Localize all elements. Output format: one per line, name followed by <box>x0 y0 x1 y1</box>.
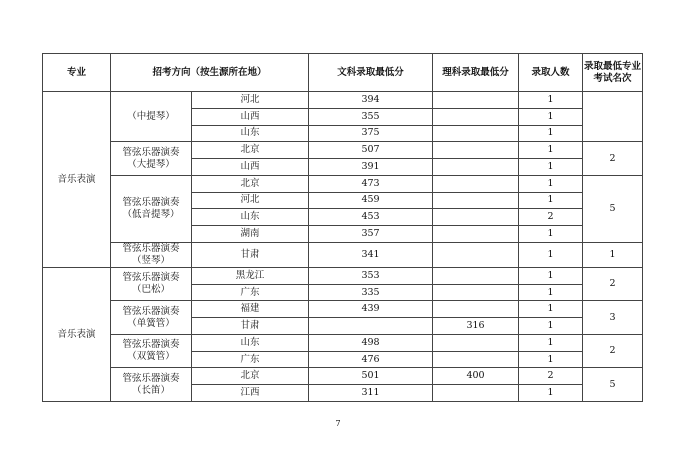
lit-score-cell: 473 <box>309 175 433 192</box>
header-row <box>43 54 643 92</box>
header-sci-min: 理科录取最低分 <box>433 54 519 92</box>
sci-score-cell <box>433 301 519 318</box>
rank-cell: 5 <box>583 175 643 242</box>
province-cell: 广东 <box>192 284 309 301</box>
lit-score-cell: 453 <box>309 209 433 226</box>
sci-score-cell <box>433 209 519 226</box>
header-direction: 招考方向（按生源所在地） <box>111 54 309 92</box>
table-row <box>43 368 643 385</box>
lit-score-cell: 375 <box>309 125 433 142</box>
count-cell: 1 <box>519 125 583 142</box>
direction-cell: 管弦乐器演奏 （竖琴） <box>111 242 192 267</box>
province-cell: 甘肃 <box>192 318 309 335</box>
province-cell: 甘肃 <box>192 242 309 267</box>
rank-cell <box>583 92 643 142</box>
lit-score-cell: 439 <box>309 301 433 318</box>
province-cell: 北京 <box>192 175 309 192</box>
sci-score-cell <box>433 226 519 243</box>
sci-score-cell <box>433 334 519 351</box>
count-cell: 1 <box>519 334 583 351</box>
province-cell: 江西 <box>192 385 309 402</box>
province-cell: 河北 <box>192 192 309 209</box>
table-row <box>43 142 643 159</box>
province-cell: 湖南 <box>192 226 309 243</box>
sci-score-cell <box>433 242 519 267</box>
table-row <box>43 242 643 267</box>
table-row <box>43 92 643 109</box>
lit-score-cell: 335 <box>309 284 433 301</box>
province-cell: 北京 <box>192 142 309 159</box>
count-cell: 2 <box>519 209 583 226</box>
sci-score-cell <box>433 284 519 301</box>
sci-score-cell <box>433 175 519 192</box>
sci-score-cell: 400 <box>433 368 519 385</box>
table-row <box>43 175 643 192</box>
rank-cell: 5 <box>583 368 643 402</box>
header-count: 录取人数 <box>519 54 583 92</box>
province-cell: 河北 <box>192 92 309 109</box>
province-cell: 山西 <box>192 159 309 176</box>
province-cell: 山东 <box>192 209 309 226</box>
province-cell: 山东 <box>192 334 309 351</box>
table-body <box>43 92 643 402</box>
table-row <box>43 334 643 351</box>
lit-score-cell: 501 <box>309 368 433 385</box>
province-cell: 北京 <box>192 368 309 385</box>
count-cell: 2 <box>519 368 583 385</box>
count-cell: 1 <box>519 284 583 301</box>
rank-cell: 2 <box>583 334 643 368</box>
direction-cell: 管弦乐器演奏 （低音提琴） <box>111 175 192 242</box>
page-number: 7 <box>335 419 341 428</box>
count-cell: 1 <box>519 242 583 267</box>
lit-score-cell: 507 <box>309 142 433 159</box>
sci-score-cell <box>433 92 519 109</box>
sci-score-cell <box>433 142 519 159</box>
count-cell: 1 <box>519 301 583 318</box>
province-cell: 山西 <box>192 108 309 125</box>
lit-score-cell: 353 <box>309 267 433 284</box>
sci-score-cell <box>433 192 519 209</box>
count-cell: 1 <box>519 142 583 159</box>
table-row <box>43 301 643 318</box>
lit-score-cell: 357 <box>309 226 433 243</box>
lit-score-cell: 394 <box>309 92 433 109</box>
count-cell: 1 <box>519 159 583 176</box>
major-cell: 音乐表演 <box>43 267 111 401</box>
lit-score-cell: 311 <box>309 385 433 402</box>
direction-cell: 管弦乐器演奏 （双簧管） <box>111 334 192 368</box>
count-cell: 1 <box>519 385 583 402</box>
header-rank: 录取最低专业 考试名次 <box>583 54 643 92</box>
province-cell: 黑龙江 <box>192 267 309 284</box>
header-lit-min: 文科录取最低分 <box>309 54 433 92</box>
lit-score-cell: 498 <box>309 334 433 351</box>
rank-cell: 1 <box>583 242 643 267</box>
table-row <box>43 267 643 284</box>
count-cell: 1 <box>519 267 583 284</box>
count-cell: 1 <box>519 226 583 243</box>
direction-cell: 管弦乐器演奏 （大提琴） <box>111 142 192 176</box>
lit-score-cell: 391 <box>309 159 433 176</box>
count-cell: 1 <box>519 92 583 109</box>
sci-score-cell <box>433 385 519 402</box>
sci-score-cell <box>433 125 519 142</box>
sci-score-cell <box>433 351 519 368</box>
lit-score-cell: 341 <box>309 242 433 267</box>
direction-cell: 管弦乐器演奏 （单簧管） <box>111 301 192 335</box>
sci-score-cell: 316 <box>433 318 519 335</box>
lit-score-cell: 355 <box>309 108 433 125</box>
sci-score-cell <box>433 159 519 176</box>
rank-cell: 3 <box>583 301 643 335</box>
lit-score-cell: 476 <box>309 351 433 368</box>
direction-cell: 管弦乐器演奏 （长笛） <box>111 368 192 402</box>
count-cell: 1 <box>519 192 583 209</box>
direction-cell: （中提琴） <box>111 92 192 142</box>
count-cell: 1 <box>519 318 583 335</box>
count-cell: 1 <box>519 175 583 192</box>
lit-score-cell: 459 <box>309 192 433 209</box>
province-cell: 广东 <box>192 351 309 368</box>
sci-score-cell <box>433 267 519 284</box>
direction-cell: 管弦乐器演奏 （巴松） <box>111 267 192 301</box>
count-cell: 1 <box>519 351 583 368</box>
rank-cell: 2 <box>583 267 643 301</box>
count-cell: 1 <box>519 108 583 125</box>
header-major: 专业 <box>43 54 111 92</box>
major-cell: 音乐表演 <box>43 92 111 268</box>
province-cell: 福建 <box>192 301 309 318</box>
sci-score-cell <box>433 108 519 125</box>
lit-score-cell <box>309 318 433 335</box>
province-cell: 山东 <box>192 125 309 142</box>
admission-table <box>42 53 643 402</box>
rank-cell: 2 <box>583 142 643 176</box>
